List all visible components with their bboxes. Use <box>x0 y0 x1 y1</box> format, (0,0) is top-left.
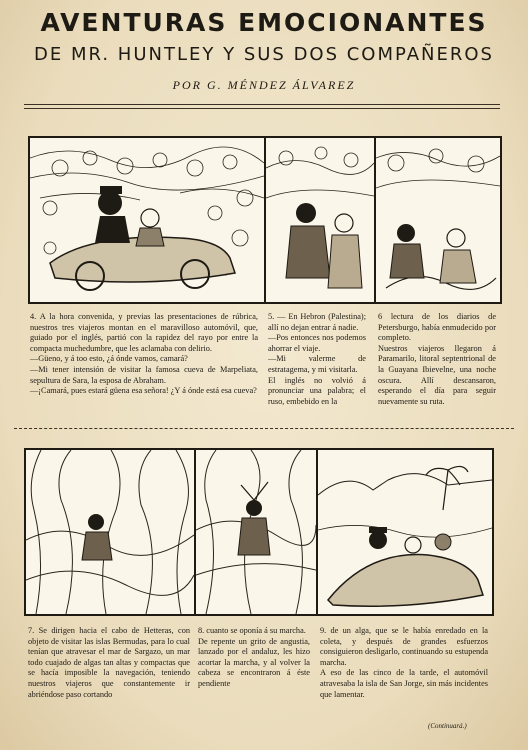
comic-panel-6 <box>374 136 502 304</box>
comic-panel-5 <box>264 136 376 304</box>
paragraph: 5. — En Hebron (Palestina); allí no dejan entrar á nadie. <box>268 312 366 332</box>
comic-panel-4 <box>28 136 266 304</box>
comic-panel-8 <box>194 448 318 616</box>
comic-panel-7 <box>24 448 196 616</box>
page-subtitle: DE MR. HUNTLEY Y SUS DOS COMPAÑEROS <box>34 44 494 65</box>
paragraph: 4. A la hora convenida, y previas las presentaciones de rúbrica, nuestros tres viajeros montan en el maravilloso automóvil, que, guiado por el inglés, partió con la rapidez del rayo por entre la compacta muchedumbre, que les aclamaba con delirio. <box>30 312 258 353</box>
text-column-8 <box>198 626 310 690</box>
paragraph: 7. Se dirigen hacia el cabo de Hetteras, con objeto de visitar las islas Bermudas, para lo cual tenían que atravesar el mar de Sargazo, un mar todo cuajado de algas tan altas y compactas que se hacía imposible la navegación, teniendo nuestros viajeros que constantemente ir abriéndose paso cortando <box>28 626 190 699</box>
paragraph: —Güeno, y á too esto, ¿á ónde vamos, camará? <box>30 354 188 364</box>
crowd-illustration <box>266 138 374 302</box>
camp-illustration <box>376 138 500 302</box>
header-rule <box>24 104 500 105</box>
text-column-6 <box>378 312 496 407</box>
header-rule-2 <box>24 108 500 109</box>
page-title: AVENTURAS EMOCIONANTES <box>40 8 488 37</box>
paragraph: 8. cuanto se oponía á su marcha. <box>198 626 306 635</box>
byline: POR G. MÉNDEZ ÁLVAREZ <box>172 78 356 92</box>
paragraph: —Pos entonces nos podemos ahorrar el viaje. <box>268 333 366 353</box>
seaweed-illustration <box>26 450 194 614</box>
automobile-illustration <box>30 138 264 302</box>
paragraph: A eso de las cinco de la tarde, el automóvil atravesaba la isla de San Jorge, sin más incidentes que lamentar. <box>320 668 488 699</box>
text-column-5 <box>268 312 366 407</box>
text-column-9 <box>320 626 488 700</box>
coast-illustration <box>318 450 492 614</box>
paragraph: —¡Camará, pues estará güena esa señora! ¿Y á ónde está esa cueva? <box>30 386 257 396</box>
seaweed-illustration <box>196 450 316 614</box>
paragraph: El inglés no volvió á pronunciar una palabra; el ruso, embebido en la <box>268 375 366 406</box>
paragraph: 9. de un alga, que se le había enredado en la coleta, y después de grandes esfuerzos consiguieron desligarlo, continuando su estupenda marcha. <box>320 626 488 667</box>
comic-panel-9 <box>316 448 494 616</box>
paragraph: Nuestros viajeros llegaron á Paramarilo, litoral septentrional de la Guayana Ibievelne, una noche oscura. Allí descansaron, esperando el día para seguir nuevamente su ruta. <box>378 343 496 406</box>
continued-label: (Continuará.) <box>428 722 467 730</box>
text-column-4 <box>30 312 258 397</box>
section-divider <box>14 428 514 429</box>
text-column-7 <box>28 626 190 700</box>
paragraph: —Mi valerme de estratagema, y mi visitarla. <box>268 354 366 374</box>
paragraph: De repente un grito de angustia, lanzado por el andaluz, les hizo acortar la marcha, y al volver la cabeza se encontraron á éste pendiente <box>198 636 310 688</box>
paragraph: 6 lectura de los diarios de Petersburgo, había enmudecido por completo. <box>378 312 496 343</box>
paragraph: —Mi tener intensión de visitar la famosa cueva de Marpeliata, sepultura de Sara, la esposa de Abraham. <box>30 364 258 385</box>
